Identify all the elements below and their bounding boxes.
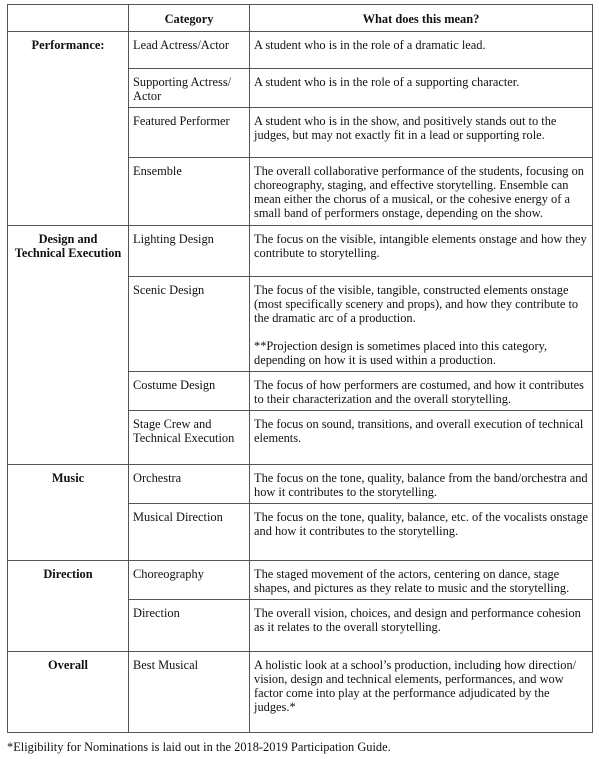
description-cell: The overall collaborative performance of the students, focusing on choreography, staging, and effective storytelling. Ensemble can mean either the chorus of a musical, or the cohesive energy of a small band of performers onstage, depending on the show. — [250, 158, 593, 226]
description-cell: The focus of how performers are costumed, and how it contributes to their characterization and the overall storytelling. — [250, 372, 593, 411]
category-cell: Lead Actress/Actor — [129, 32, 250, 69]
category-cell: Orchestra — [129, 465, 250, 504]
category-cell: Ensemble — [129, 158, 250, 226]
table-row — [8, 561, 593, 600]
group-overall: Overall — [8, 652, 129, 733]
description-cell: The staged movement of the actors, centering on dance, stage shapes, and pictures as they relate to music and the storytelling. — [250, 561, 593, 600]
eligibility-footnote: *Eligibility for Nominations is laid out in the 2018-2019 Participation Guide. — [7, 740, 391, 754]
header-row — [8, 5, 593, 32]
description-note: **Projection design is sometimes placed into this category, depending on how it is used within a production. — [254, 339, 548, 367]
description-cell: The focus on the tone, quality, balance from the band/orchestra and how it contributes to the storytelling. — [250, 465, 593, 504]
description-cell: The focus on sound, transitions, and overall execution of technical elements. — [250, 411, 593, 465]
category-cell: Costume Design — [129, 372, 250, 411]
group-design-technical: Design and Technical Execution — [8, 226, 129, 465]
table-row — [8, 652, 593, 733]
table-row — [8, 226, 593, 277]
group-direction: Direction — [8, 561, 129, 652]
description-cell: The focus on the tone, quality, balance, etc. of the vocalists onstage and how it contributes to the storytelling. — [250, 504, 593, 561]
category-cell: Choreography — [129, 561, 250, 600]
table-row — [8, 465, 593, 504]
category-cell: Lighting Design — [129, 226, 250, 277]
category-cell: Stage Crew and Technical Execution — [129, 411, 250, 465]
description-cell: The overall vision, choices, and design and performance cohesion as it relates to the overall storytelling. — [250, 600, 593, 652]
description-text: The focus of the visible, tangible, constructed elements onstage (most specifically scenery and props), and how they contribute to the dramatic arc of a production. — [254, 283, 579, 325]
category-cell: Direction — [129, 600, 250, 652]
header-category: Category — [129, 5, 250, 32]
description-cell: A student who is in the role of a supporting character. — [250, 69, 593, 108]
group-music: Music — [8, 465, 129, 561]
awards-category-table — [7, 4, 593, 733]
header-description: What does this mean? — [250, 5, 593, 32]
description-cell: A student who is in the role of a dramatic lead. — [250, 32, 593, 69]
description-cell: The focus on the visible, intangible elements onstage and how they contribute to storytelling. — [250, 226, 593, 277]
category-cell: Musical Direction — [129, 504, 250, 561]
category-cell: Scenic Design — [129, 277, 250, 372]
group-performance: Performance: — [8, 32, 129, 226]
table-row — [8, 32, 593, 69]
category-cell: Featured Performer — [129, 108, 250, 158]
category-cell: Best Musical — [129, 652, 250, 733]
category-cell: Supporting Actress/ Actor — [129, 69, 250, 108]
header-group — [8, 5, 129, 32]
description-cell: A student who is in the show, and positively stands out to the judges, but may not exactly fit in a lead or supporting role. — [250, 108, 593, 158]
description-cell: A holistic look at a school’s production, including how direction/ vision, design and technical elements, performances, and wow factor come into play at the performance adjudicated by the judges.* — [250, 652, 593, 733]
description-cell — [250, 277, 593, 372]
